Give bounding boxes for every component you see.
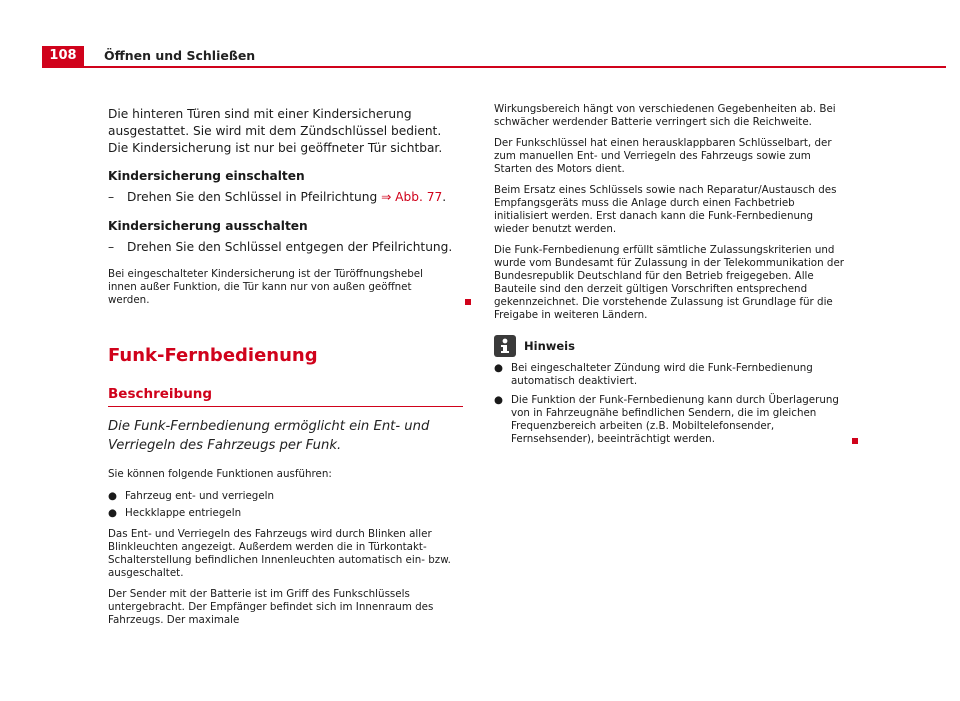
lock-note-text: Bei eingeschalteter Kindersicherung ist der Türöffnungshebel innen außer Funktion, die Tür kann nur von außen geöffnet werden. xyxy=(108,268,423,306)
list-item xyxy=(108,490,463,503)
info-person-icon xyxy=(494,335,516,357)
section-title: Funk-Fernbedienung xyxy=(108,345,318,366)
list-item-text: Heckklappe entriegeln xyxy=(125,507,242,519)
note-item-text: Die Funktion der Funk-Fernbedienung kann durch Überlagerung von in Fahrzeugnähe befindlichen Sendern, die im gleichen Frequenzbereich arbeiten (z.B. Mobiltelefonsender, Fernsehsender), beeinträchtigt werden. xyxy=(511,394,839,445)
range-paragraph: Wirkungsbereich hängt von verschiedenen Gegebenheiten ab. Bei schwächer werdender Batterie verringert sich die Reichweite. xyxy=(494,103,836,128)
subsection-intro: Die Funk-Fernbedienung ermöglicht ein Ent- und Verriegeln des Fahrzeugs per Funk. xyxy=(108,419,430,453)
note-item xyxy=(494,394,846,446)
approval-paragraph: Die Funk-Fernbedienung erfüllt sämtliche Zulassungskriterien und wurde vom Bundesamt für Zulassung in der Telekommunikation der Bundesrepublik Deutschland für den Betrieb freigegeben. Alle Bauteile sind den derzeit gültigen Vorschriften entsprechend gekennzeichnet. Die vorstehende Zulassung ist Grundlage für die Freigabe in weiteren Ländern. xyxy=(494,244,845,321)
chapter-title: Öffnen und Schließen xyxy=(104,48,256,63)
enable-step-end: . xyxy=(442,190,447,204)
note-header xyxy=(494,335,846,357)
keybit-paragraph: Der Funkschlüssel hat einen herausklappbaren Schlüsselbart, der zum manuellen Ent- und Verriegeln des Fahrzeugs sowie zum Starten des Motors dient. xyxy=(494,137,832,175)
enable-step-text: Drehen Sie den Schlüssel in Pfeilrichtung xyxy=(127,190,382,204)
note-item-text: Bei eingeschalteter Zündung wird die Funk-Fernbedienung automatisch deaktiviert. xyxy=(511,362,813,387)
sender-paragraph: Der Sender mit der Batterie ist im Griff des Funkschlüssels untergebracht. Der Empfänger befindet sich im Innenraum des Fahrzeugs. Der maximale xyxy=(108,588,434,626)
subsection-title: Beschreibung xyxy=(108,385,463,407)
note-item xyxy=(494,362,846,388)
note-title: Hinweis xyxy=(524,339,575,353)
disable-heading: Kindersicherung ausschalten xyxy=(108,219,308,233)
page-header xyxy=(42,46,946,68)
page-number: 108 xyxy=(42,46,84,66)
end-marker-icon xyxy=(465,299,471,305)
left-column xyxy=(108,106,463,627)
bullet-marker: ● xyxy=(494,394,503,406)
disable-step-text: Drehen Sie den Schlüssel entgegen der Pfeilrichtung. xyxy=(127,240,453,254)
blink-paragraph: Das Ent- und Verriegeln des Fahrzeugs wird durch Blinken aller Blinkleuchten angezeigt. Außerdem werden die in Türkontakt-Schalterstellung befindlichen Innenleuchten automatisch ein- bzw. ausgeschaltet. xyxy=(108,528,451,579)
dash-marker: – xyxy=(108,240,115,254)
figure-link[interactable]: ⇒ Abb. 77 xyxy=(381,190,443,204)
list-item-text: Fahrzeug ent- und verriegeln xyxy=(125,490,275,502)
enable-heading: Kindersicherung einschalten xyxy=(108,169,305,183)
bullet-marker: ● xyxy=(108,507,117,519)
disable-step xyxy=(108,239,463,256)
dash-marker: – xyxy=(108,190,115,204)
header-rule xyxy=(42,66,946,68)
enable-step xyxy=(108,189,463,206)
list-item xyxy=(108,507,463,520)
bullet-marker: ● xyxy=(108,490,117,502)
end-marker-icon xyxy=(852,438,858,444)
lock-note xyxy=(108,268,463,307)
replacement-paragraph: Beim Ersatz eines Schlüssels sowie nach Reparatur/Austausch des Empfangsgeräts muss die Anlage durch einen Fachbetrieb initialisiert werden. Erst danach kann die Funk-Fernbedienung wieder benutzt werden. xyxy=(494,184,837,235)
bullet-marker: ● xyxy=(494,362,503,374)
intro-paragraph: Die hinteren Türen sind mit einer Kindersicherung ausgestattet. Sie wird mit dem Zündschlüssel bedient. Die Kindersicherung ist nur bei geöffneter Tür sichtbar. xyxy=(108,107,443,155)
functions-lead: Sie können folgende Funktionen ausführen: xyxy=(108,468,332,480)
right-column xyxy=(494,103,846,446)
